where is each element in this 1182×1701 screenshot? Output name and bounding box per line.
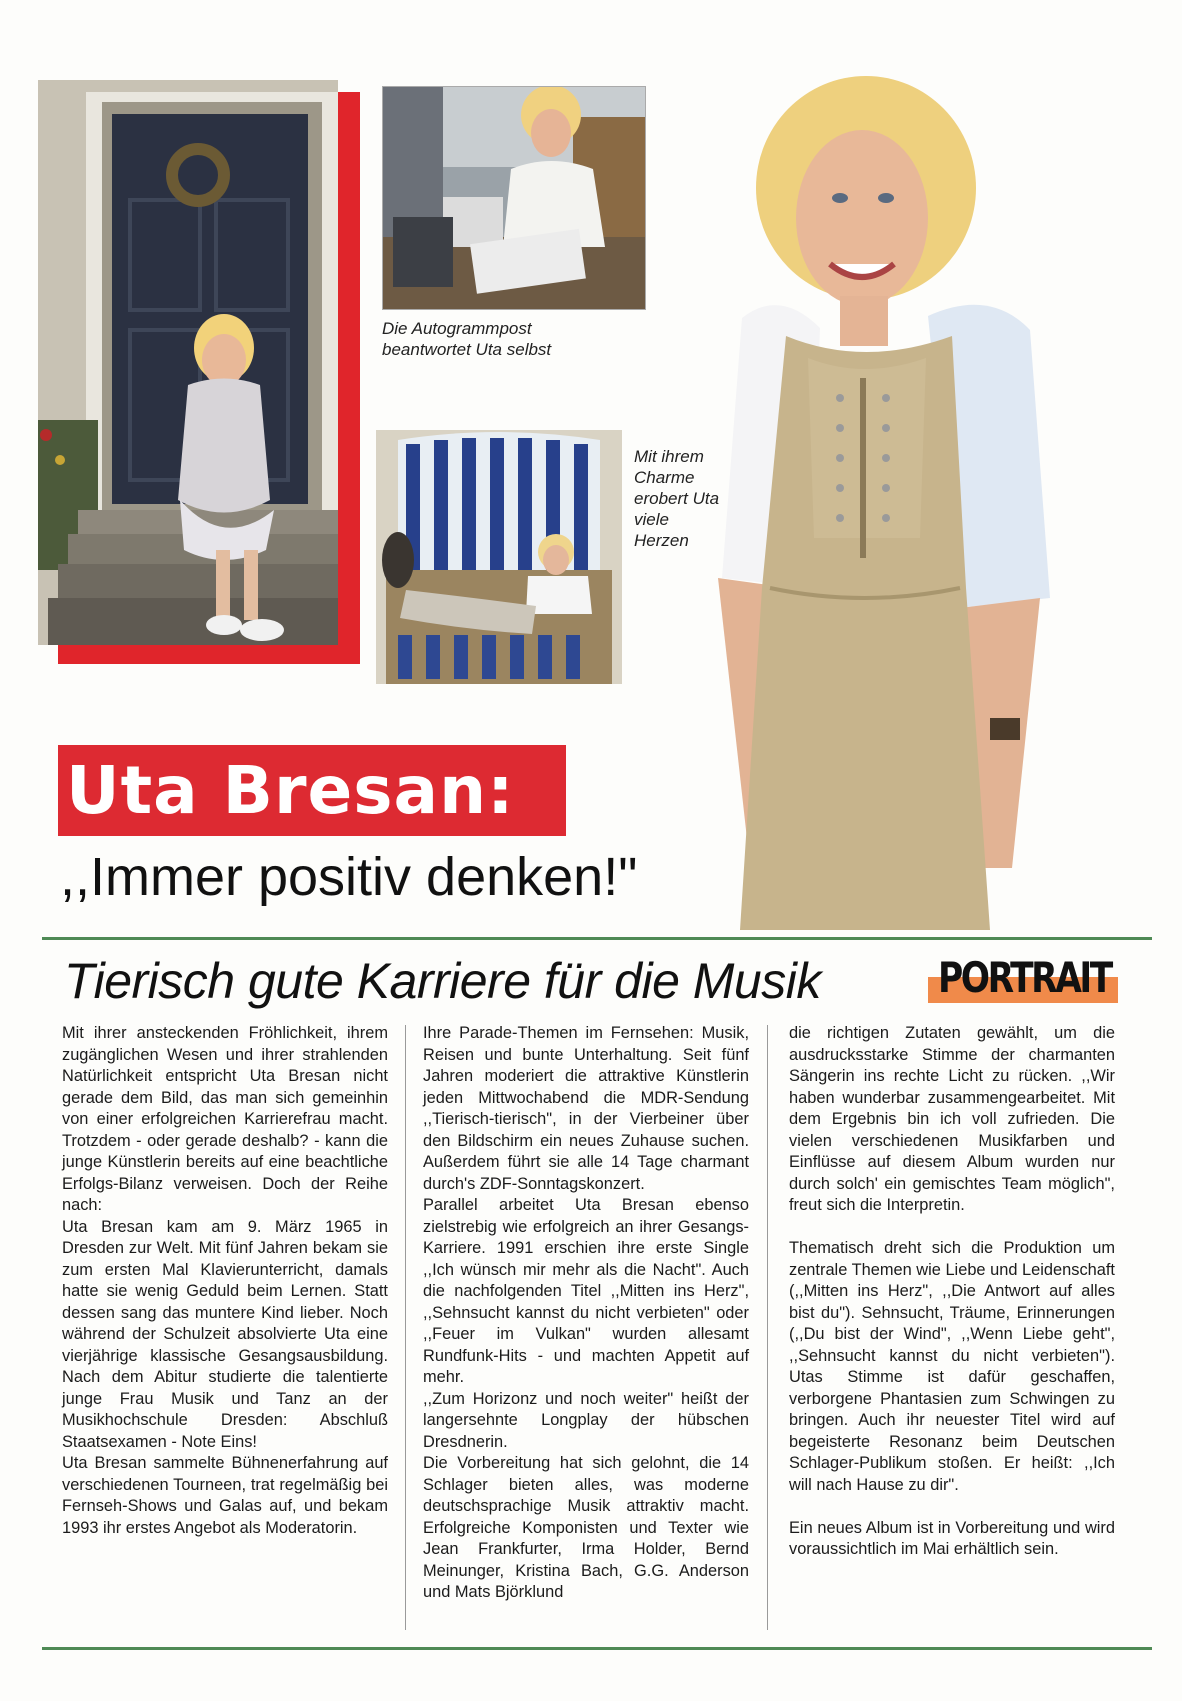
article-column-3 xyxy=(789,1023,1115,1561)
section-title: Tierisch gute Karriere für die Musik xyxy=(64,953,821,1009)
photo-beach-chair xyxy=(376,430,622,684)
column-divider xyxy=(767,1025,768,1630)
paragraph-gap xyxy=(789,1496,1115,1518)
paragraph: Die Vorbereitung hat sich gelohnt, die 14 Schlager bieten alles, was moderne deutschsprachige Musik attraktiv macht. Erfolgreiche Komponisten und Texter wie Jean Frankfurter, Irma Holder, Bernd Meinunger, Kristina Bach, G.G. Anderson und Mats Björklund xyxy=(423,1454,749,1601)
paragraph: Ihre Parade-Themen im Fernsehen: Musik, Reisen und bunte Unterhaltung. Seit fünf Jahren moderiert die attraktive Künstlerin jeden Mittwochabend die MDR-Sendung ,,Tierisch-tierisch", in der Vierbeiner über den Bildschirm ein neues Zuhause suchen. Außerdem führt sie alle 14 Tage charmant durch's ZDF-Sonntagskonzert. xyxy=(423,1024,749,1193)
headline-title: Uta Bresan: xyxy=(66,752,515,829)
headline-subtitle: ,,Immer positiv denken!" xyxy=(60,847,638,907)
top-divider-rule xyxy=(42,937,1152,940)
photo-portrait-dirndl xyxy=(690,68,1140,930)
portrait-tag xyxy=(928,955,1118,1007)
article-column-2 xyxy=(423,1023,749,1604)
caption-autograph: Die Autogrammpost beantwortet Uta selbst xyxy=(382,319,552,359)
paragraph: Parallel arbeitet Uta Bresan ebenso zielstrebig wie erfolgreich an ihrer Gesangs-Karriere. 1991 erschien ihre erste Single ,,Ich wünsch mir mehr als die Nacht". Auch die nachfolgenden Titel ,,Mitten ins Herz", ,,Sehnsucht kannst du nicht verbieten" oder ,,Feuer im Vulkan" wurden allesamt Rundfunk-Hits - und machten Appetit auf mehr. xyxy=(423,1196,749,1386)
paragraph: ,,Zum Horizonz und noch weiter" heißt der langersehnte Longplay der hübschen Dresdnerin. xyxy=(423,1389,749,1451)
bottom-divider-rule xyxy=(42,1647,1152,1650)
caption-beach-chair: Mit ihrem Charme erobert Uta viele Herzen xyxy=(634,447,720,550)
paragraph-gap xyxy=(789,1217,1115,1239)
portrait-tag-label: PORTRAIT xyxy=(938,953,1111,1002)
paragraph: Ein neues Album ist in Vorbereitung und wird voraussichtlich im Mai erhältlich sein. xyxy=(789,1518,1115,1558)
paragraph: Thematisch dreht sich die Produktion um zentrale Themen wie Liebe und Leidenschaft (,,Mitten ins Herz", ,,Die Antwort auf alles bist du"). Sehnsucht, Träume, Erinnerungen (,,Du bist der Wind", ,,Wenn Liebe geht", ,,Sehnsucht kannst du nicht verbieten"). Utas Stimme ist dafür geschaffen, verborgene Phantasien zum Schwingen zu bringen. Auch ihr neuester Titel wird auf begeisterte Resonanz beim Deutschen Schlager-Publikum stoßen. Er heißt: ,,Ich will nach Hause zu dir". xyxy=(789,1239,1115,1494)
photo-door-steps xyxy=(38,80,338,645)
article-column-1 xyxy=(62,1023,388,1539)
column-divider xyxy=(405,1025,406,1630)
paragraph: Uta Bresan sammelte Bühnenerfahrung auf verschiedenen Tourneen, trat regelmäßig bei Fernseh-Shows und Galas auf, und bekam 1993 ihr erstes Angebot als Moderatorin. xyxy=(62,1454,388,1537)
photo-autograph-desk xyxy=(382,86,646,310)
paragraph: die richtigen Zutaten gewählt, um die ausdrucksstarke Stimme der charmanten Sängerin ins rechte Licht zu rücken. ,,Wir haben wunderbar zusammengearbeitet. Mit dem Ergebnis bin ich voll zufrieden. Die vielen verschiedenen Musikfarben und Einflüsse auf diesem Album wurden nur durch solch' ein gemischtes Team möglich", freut sich die Interpretin. xyxy=(789,1024,1115,1214)
paragraph: Uta Bresan kam am 9. März 1965 in Dresden zur Welt. Mit fünf Jahren bekam sie zum ersten Mal Klavierunterricht, damals hatte sie wenig Geduld beim Lernen. Statt dessen sang das muntere Kind lieber. Noch während der Schulzeit absolvierte Uta eine vierjährige klassische Gesangsausbildung. Nach dem Abitur studierte die talentierte junge Frau Musik und Tanz an der Musikhochschule Dresden: Abschluß Staatsexamen - Note Eins! xyxy=(62,1217,388,1451)
paragraph: Mit ihrer ansteckenden Fröhlichkeit, ihrem zugänglichen Wesen und ihrer strahlenden Natürlichkeit entspricht Uta Bresan nicht gerade dem Bild, das man sich gemeinhin von einer erfolgreichen Karrierefrau macht. Trotzdem - oder gerade deshalb? - kann die junge Künstlerin bereits auf eine beachtliche Erfolgs-Bilanz verweisen. Doch der Reihe nach: xyxy=(62,1024,388,1214)
